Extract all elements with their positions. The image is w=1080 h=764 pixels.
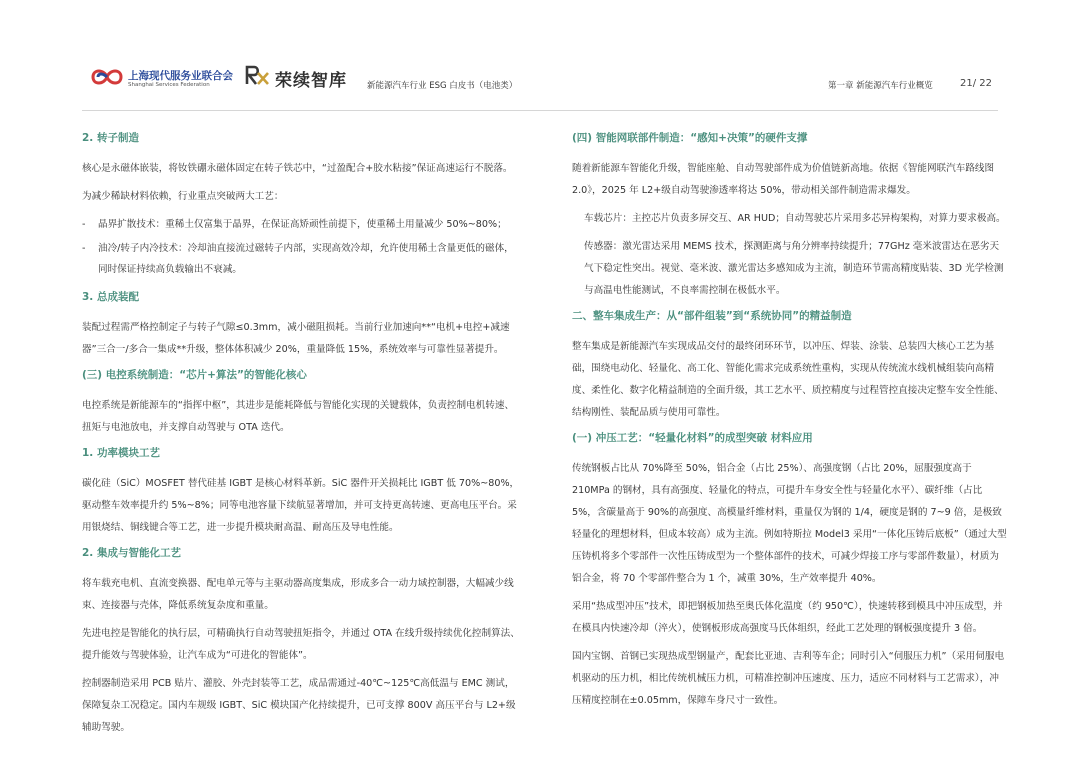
page-number: 21/ 22 <box>960 78 992 89</box>
bullet-dash: - <box>82 219 86 230</box>
paragraph: 传统钢板占比从 70%降至 50%，铝合金（占比 25%）、高强度钢（占比 20%，屈服强度高于 210MPa 的钢材，具有高强度、轻量化的特点，可提升车身安全性与轻量化水平）、碳纤维（占比 5%，含碳量高于 90%的高强度、高模量纤维材料，重量仅为钢的 1/4，硬度是钢的 7~9 倍，是极致轻量化的理想材料，但成本较高）成为主流。例如特斯拉 Model3 采用“一体化压铸后底板”（通过大型压铸机将多个零部件一次性压铸成型为一个整体部件的技术，可减少焊接工序与零部件数量），材质为铝合金，将 70 个零部件整合为 1 个，减重 30%，生产效率提升 40%。 <box>572 463 1007 584</box>
paragraph: 碳化硅（SiC）MOSFET 替代硅基 IGBT 是核心材料革新。SiC 器件开关损耗比 IGBT 低 70%~80%，驱动整车效率提升约 5%~8%；同等电池容量下续航显著增加，并可支持更高转速、更高电压平台。采用银烧结、铜线键合等工艺，进一步提升模块耐高温、耐高压及导电性能。 <box>82 478 520 533</box>
bullet-dash: - <box>82 243 86 254</box>
ssf-name-en: Shanghai Services Federation <box>128 82 210 88</box>
heading-electronic-control: (三) 电控系统制造：“芯片+算法”的智能化核心 <box>82 369 307 381</box>
list-item-text: 晶界扩散技术：重稀土仅富集于晶界，在保证高矫顽性前提下，使重稀土用量减少 50%~80%； <box>98 219 507 230</box>
paragraph: 先进电控是智能化的执行层，可精确执行自动驾驶扭矩指令，并通过 OTA 在线升级持续优化控制算法、提升能效与驾驶体验，让汽车成为“可进化的智能体”。 <box>82 628 520 661</box>
heading-power-module: 1. 功率模块工艺 <box>82 447 160 459</box>
paragraph: 将车载充电机、直流变换器、配电单元等与主驱动器高度集成，形成多合一动力域控制器，大幅减少线束、连接器与壳体，降低系统复杂度和重量。 <box>82 578 514 611</box>
paragraph: 采用“热成型冲压”技术，即把钢板加热至奥氏体化温度（约 950℃），快速转移到模具中冲压成型，并在模具内快速冷却（淬火），使钢板形成高强度马氏体组织，经此工艺处理的钢板强度提升 3 倍。 <box>572 601 1003 634</box>
heading-assembly: 3. 总成装配 <box>82 291 139 303</box>
paragraph: 随着新能源车智能化升级，智能座舱、自动驾驶部件成为价值链新高地。依据《智能网联汽车路线图 2.0》，2025 年 L2+级自动驾驶渗透率将达 50%，带动相关部件制造需求爆发。 <box>572 163 995 196</box>
paragraph: 车载芯片：主控芯片负责多屏交互、AR HUD；自动驾驶芯片采用多芯异构架构，对算力要求极高。 <box>584 213 1006 224</box>
list-item-text: 油冷/转子内冷技术：冷却油直接流过磁转子内部，实现高效冷却，允许使用稀土含量更低的磁体，同时保证持续高负载输出不衰减。 <box>98 243 514 275</box>
paragraph: 电控系统是新能源车的“指挥中枢”，其进步是能耗降低与智能化实现的关键载体，负责控制电机转速、扭矩与电池放电，并支撑自动驾驶与 OTA 迭代。 <box>82 400 515 433</box>
paragraph: 核心是永磁体嵌装，将钕铁硼永磁体固定在转子铁芯中，“过盈配合+胶水粘接”保证高速运行不脱落。 <box>82 163 513 174</box>
chapter-title: 第一章 新能源汽车行业概览 <box>828 81 933 91</box>
heading-smart-parts: (四) 智能网联部件制造：“感知+决策”的硬件支撑 <box>572 132 808 144</box>
list-item <box>82 214 522 235</box>
paragraph: 传感器：激光雷达采用 MEMS 技术，探测距离与角分辨率持续提升；77GHz 毫米波雷达在恶劣天气下稳定性突出。视觉、毫米波、激光雷达多感知成为主流，制造环节需高精度贴装、3D 光学检测与高温电性能测试，不良率需控制在极低水平。 <box>584 241 1004 296</box>
document-title: 新能源汽车行业 ESG 白皮书（电池类） <box>367 81 518 91</box>
page-header <box>90 58 995 98</box>
left-column <box>82 130 522 745</box>
heading-stamping: (一) 冲压工艺：“轻量化材料”的成型突破 材料应用 <box>572 432 813 444</box>
list-item <box>82 238 522 280</box>
rx-logo-icon <box>245 64 271 86</box>
ssf-name-cn: 上海现代服务业联合会 <box>128 70 233 82</box>
paragraph: 整车集成是新能源汽车实现成品交付的最终闭环环节，以冲压、焊装、涂装、总装四大核心工艺为基础，围绕电动化、轻量化、高工化、智能化需求完成系统性重构，实现从传统流水线机械组装向高精度、柔性化、数字化精益制造的全面升级，其工艺水平、质控精度与过程管控直接决定整车安全性能、结构刚性、装配品质与使用可靠性。 <box>572 341 1004 418</box>
rx-name: 荣续智库 <box>275 71 347 91</box>
header-divider <box>82 110 998 111</box>
paragraph: 装配过程需严格控制定子与转子气隙≤0.3mm，减小磁阻损耗。当前行业加速向**“电机+电控+减速器”三合一/多合一集成**升级，整体体积减少 20%，重量降低 15%，系统效率与可靠性显著提升。 <box>82 322 510 355</box>
rx-logo <box>245 60 365 94</box>
heading-vehicle-integration: 二、整车集成生产：从“部件组装”到“系统协同”的精益制造 <box>572 310 852 322</box>
right-column <box>572 130 1008 718</box>
heading-rotor: 2. 转子制造 <box>82 132 139 144</box>
ssf-logo <box>90 64 260 92</box>
paragraph: 控制器制造采用 PCB 贴片、灌胶、外壳封装等工艺，成品需通过-40℃~125℃高低温与 EMC 测试，保障复杂工况稳定。国内车规级 IGBT、SiC 模块国产化持续提升，已可支撑 800V 高压平台与 L2+级辅助驾驶。 <box>82 678 516 733</box>
paragraph: 国内宝钢、首钢已实现热成型钢量产，配套比亚迪、吉利等车企；同时引入“伺服压力机”（采用伺服电机驱动的压力机，相比传统机械压力机，可精准控制冲压速度、压力，适应不同材料与工艺需求），冲压精度控制在±0.05mm，保障车身尺寸一致性。 <box>572 651 1005 706</box>
heading-integration: 2. 集成与智能化工艺 <box>82 547 181 559</box>
ssf-logo-icon <box>90 66 124 88</box>
paragraph: 为减少稀缺材料依赖，行业重点突破两大工艺： <box>82 191 284 202</box>
